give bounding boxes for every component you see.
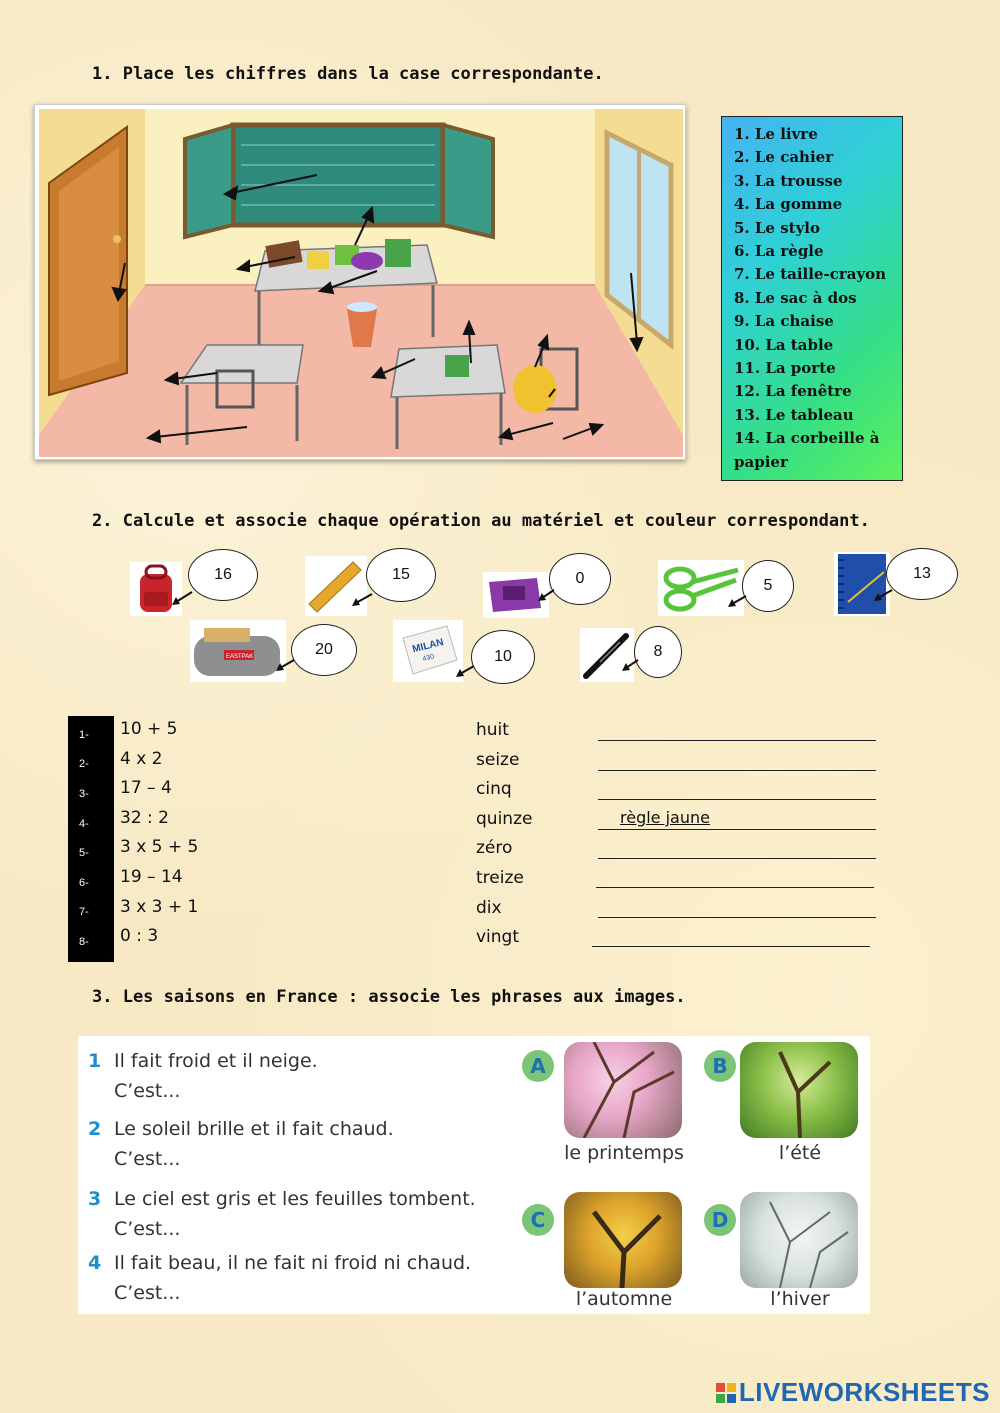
vocab-item: 1. Le livre (734, 125, 818, 143)
phrase-text: Il fait froid et il neige. (114, 1050, 318, 1072)
row-number-column (68, 716, 114, 962)
row-number: 8- (79, 935, 89, 948)
season-caption: l’été (778, 1142, 822, 1164)
notebook-image (834, 552, 890, 616)
operation: 32 : 2 (120, 807, 169, 828)
vocab-item: 2. Le cahier (734, 148, 834, 167)
vocabulary-list (721, 116, 903, 481)
answer-blank[interactable] (598, 888, 876, 918)
season-letter: C (522, 1204, 554, 1236)
pointer-arrow-icon (350, 592, 376, 608)
phrase-1 (88, 1046, 318, 1106)
answer-bubble: 0 (549, 553, 611, 605)
vocab-item: 5. Le stylo (734, 218, 820, 237)
vocab-item: 9. La chaise (734, 312, 834, 331)
milan-sub-label: 430 (421, 653, 435, 663)
spring-photo (564, 1042, 682, 1138)
winter-photo (740, 1192, 858, 1288)
vocab-item: 6. La règle (734, 242, 824, 261)
section3-heading: 3. Les saisons en France : associe les phrases aux images. (92, 987, 686, 1007)
number-word: vingt (476, 927, 520, 948)
phrase-4 (88, 1248, 471, 1308)
phrase-cest: C’est... (114, 1218, 181, 1240)
season-letter: A (522, 1050, 554, 1082)
operation: 3 x 3 + 1 (120, 896, 199, 917)
seasons-panel (78, 1036, 870, 1314)
pointer-arrow-icon (872, 588, 896, 604)
operation: 17 – 4 (120, 778, 172, 799)
season-letter: B (704, 1050, 736, 1082)
operation: 4 x 2 (120, 748, 163, 769)
operation: 19 – 14 (120, 866, 183, 887)
phrase-cest: C’est... (114, 1080, 181, 1102)
answer-blank-example[interactable] (598, 800, 876, 830)
answer-bubble: 16 (188, 549, 258, 601)
vocab-item: 12. La fenêtre (734, 382, 852, 401)
summer-photo (740, 1042, 858, 1138)
eastpak-label: EASTPAK (226, 654, 254, 660)
phrase-cest: C’est... (114, 1282, 181, 1304)
row-number: 3- (79, 787, 89, 800)
example-answer: règle jaune (620, 808, 710, 827)
phrase-cest: C’est... (114, 1148, 181, 1170)
number-word: huit (476, 720, 509, 740)
phrase-3 (88, 1184, 476, 1244)
phrase-number: 2 (88, 1118, 102, 1140)
phrase-number: 4 (88, 1252, 102, 1274)
pointer-arrow-icon (726, 594, 750, 610)
vocab-item: 11. La porte (734, 359, 836, 378)
vocab-item: 4. La gomme (734, 195, 843, 214)
pointer-arrow-icon (274, 658, 298, 674)
season-caption: le printemps (564, 1142, 684, 1164)
answer-bubble: 10 (471, 630, 535, 684)
pointer-arrow-icon (454, 664, 478, 680)
pointer-arrow-icon (170, 590, 196, 608)
vocab-item: 13. Le tableau (734, 405, 854, 424)
eraser-image (393, 620, 463, 682)
number-words-list (476, 716, 532, 953)
number-word: quinze (476, 808, 533, 829)
answer-blank[interactable] (598, 711, 876, 741)
classroom-illustration (34, 104, 686, 460)
answer-blank[interactable] (596, 858, 874, 888)
season-caption: l’hiver (770, 1288, 830, 1310)
answer-blank[interactable] (592, 917, 870, 947)
answer-blank[interactable] (598, 741, 876, 771)
phrase-text: Il fait beau, il ne fait ni froid ni chaud. (114, 1252, 472, 1274)
answer-bubble: 8 (634, 626, 682, 678)
vocab-item: 7. Le taille-crayon (734, 265, 887, 284)
logo-mark-icon (716, 1383, 736, 1403)
pencil-case-image (190, 620, 286, 682)
vocab-item: papier (734, 452, 788, 471)
phrase-number: 3 (88, 1188, 102, 1210)
vocab-item: 10. La table (734, 335, 834, 354)
pointer-arrow-icon (536, 588, 558, 604)
row-number: 2- (79, 758, 89, 771)
answer-bubble: 15 (366, 548, 436, 602)
answer-bubble: 20 (291, 624, 357, 676)
milan-label: MILAN (411, 636, 445, 656)
row-number: 6- (79, 876, 89, 889)
number-word: treize (476, 867, 524, 888)
number-word: dix (476, 897, 502, 918)
row-number: 4- (79, 817, 89, 830)
operations-list (120, 715, 198, 952)
vocab-item: 8. Le sac à dos (734, 288, 857, 307)
phrase-text: Le soleil brille et il fait chaud. (114, 1118, 394, 1140)
autumn-photo (564, 1192, 682, 1288)
section2-heading: 2. Calcule et associe chaque opération au matériel et couleur correspondant. (92, 511, 870, 531)
answer-blank[interactable] (598, 770, 876, 800)
operation: 3 x 5 + 5 (120, 837, 199, 858)
logo-text: LIVEWORKSHEETS (738, 1377, 990, 1407)
vocab-item: 14. La corbeille à (734, 429, 880, 448)
number-word: seize (476, 749, 520, 770)
liveworksheets-logo[interactable] (716, 1377, 990, 1408)
row-number: 5- (79, 847, 89, 860)
number-word: zéro (476, 838, 513, 859)
phrase-text: Le ciel est gris et les feuilles tombent. (114, 1188, 476, 1210)
vocab-item: 3. La trousse (734, 171, 843, 190)
pointer-arrow-icon (620, 658, 642, 674)
section1-heading: 1. Place les chiffres dans la case correspondante. (92, 64, 604, 84)
phrase-2 (88, 1114, 394, 1174)
phrase-number: 1 (88, 1050, 102, 1072)
operation: 10 + 5 (120, 719, 178, 739)
season-caption: l’automne (575, 1288, 673, 1310)
answer-blank[interactable] (598, 829, 876, 859)
answer-bubble: 5 (742, 560, 794, 612)
season-letter: D (704, 1204, 736, 1236)
operation: 0 : 3 (120, 926, 159, 947)
row-number: 1- (79, 728, 89, 741)
answer-bubble: 13 (886, 548, 958, 600)
number-word: cinq (476, 779, 512, 800)
row-number: 7- (79, 906, 89, 919)
